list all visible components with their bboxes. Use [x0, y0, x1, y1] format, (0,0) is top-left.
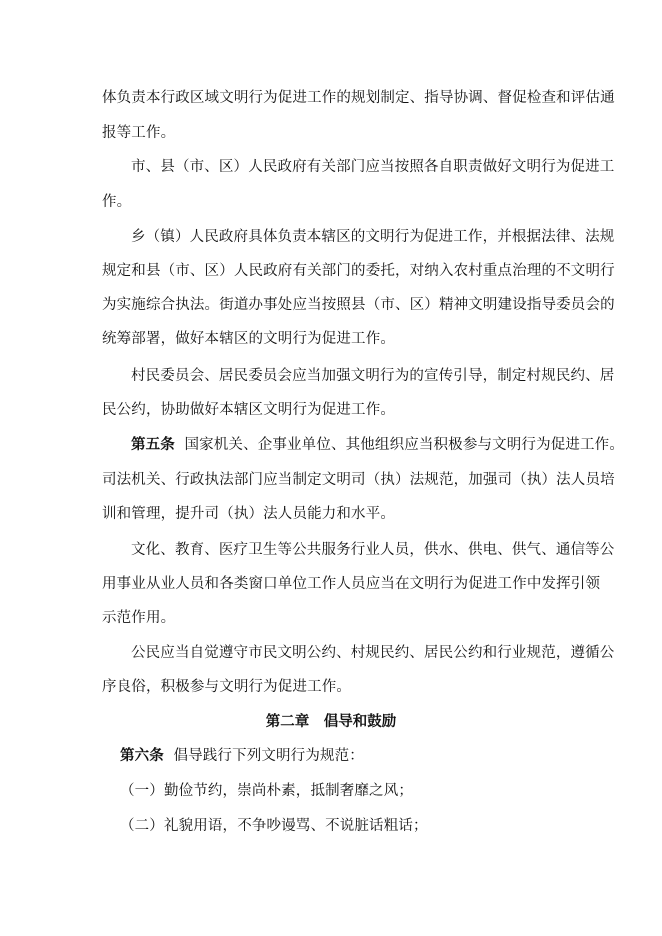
text: 倡导践行下列文明行为规范： [173, 748, 364, 764]
text: 为实施综合执法。街道办事处应当按照县（市、区）精神文明建设指导委员会的 [102, 297, 615, 313]
text: 文化、教育、医疗卫生等公共服务行业人员，供水、供电、供气、通信等公 [131, 542, 615, 558]
article-6-line-1 [120, 746, 662, 766]
paragraph-6-line-3 [102, 608, 662, 628]
paragraph-3-line-2 [102, 261, 662, 281]
text: 公民应当自觉遵守市民文明公约、村规民约、居民公约和行业规范，遵循公 [131, 645, 615, 661]
text: 报等工作。 [102, 125, 176, 141]
text: 民公约，协助做好本辖区文明行为促进工作。 [102, 402, 395, 418]
paragraph-3-line-1 [131, 227, 662, 247]
paragraph-2-line-2 [102, 192, 662, 212]
article-5-line-3 [102, 504, 662, 524]
paragraph-7-line-1 [131, 643, 662, 663]
article-5-label: 第五条 [131, 436, 175, 453]
paragraph-2-line-1 [131, 157, 662, 177]
text: 司法机关、行政执法部门应当制定文明司（执）法规范，加强司（执）法人员培 [102, 472, 615, 488]
text: 市、县（市、区）人民政府有关部门应当按照各自职责做好文明行为促进工 [131, 159, 615, 175]
text: （二）礼貌用语，不争吵谩骂、不说脏话粗话； [120, 818, 428, 834]
paragraph-6-line-1 [131, 540, 662, 560]
text: 统筹部署，做好本辖区的文明行为促进工作。 [102, 331, 395, 347]
text: 作。 [102, 194, 132, 210]
chapter-title [0, 712, 662, 732]
text: 体负责本行政区域文明行为促进工作的规划制定、指导协调、督促检查和评估通 [102, 90, 615, 106]
paragraph-6-line-2 [102, 574, 662, 594]
paragraph-3-line-3 [102, 295, 662, 315]
text: 用事业从业人员和各类窗口单位工作人员应当在文明行为促进工作中发挥引领 [102, 576, 601, 592]
paragraph-4-line-2 [102, 400, 662, 420]
paragraph-1-line-1 [102, 88, 662, 108]
text: 序良俗，积极参与文明行为促进工作。 [102, 679, 352, 695]
list-item [120, 781, 662, 801]
text: 乡（镇）人民政府具体负责本辖区的文明行为促进工作，并根据法律、法规 [131, 229, 615, 245]
text: 训和管理，提升司（执）法人员能力和水平。 [102, 506, 395, 522]
paragraph-3-line-4 [102, 329, 662, 349]
text: 村民委员会、居民委员会应当加强文明行为的宣传引导，制定村规民约、居 [131, 368, 615, 384]
paragraph-1-line-2 [102, 123, 662, 143]
text: 国家机关、企事业单位、其他组织应当积极参与文明行为促进工作。 [184, 437, 624, 453]
chapter-title-text: 第二章 倡导和鼓励 [265, 713, 397, 730]
text: 示范作用。 [102, 610, 176, 626]
article-6-label: 第六条 [120, 747, 164, 764]
list-item [120, 816, 662, 836]
article-5-line-1 [131, 435, 662, 455]
text: （一）勤俭节约，崇尚朴素，抵制奢靡之风； [120, 783, 413, 799]
paragraph-7-line-2 [102, 677, 662, 697]
paragraph-4-line-1 [131, 366, 662, 386]
article-5-line-2 [102, 470, 662, 490]
text: 规定和县（市、区）人民政府有关部门的委托，对纳入农村重点治理的不文明行 [102, 263, 615, 279]
